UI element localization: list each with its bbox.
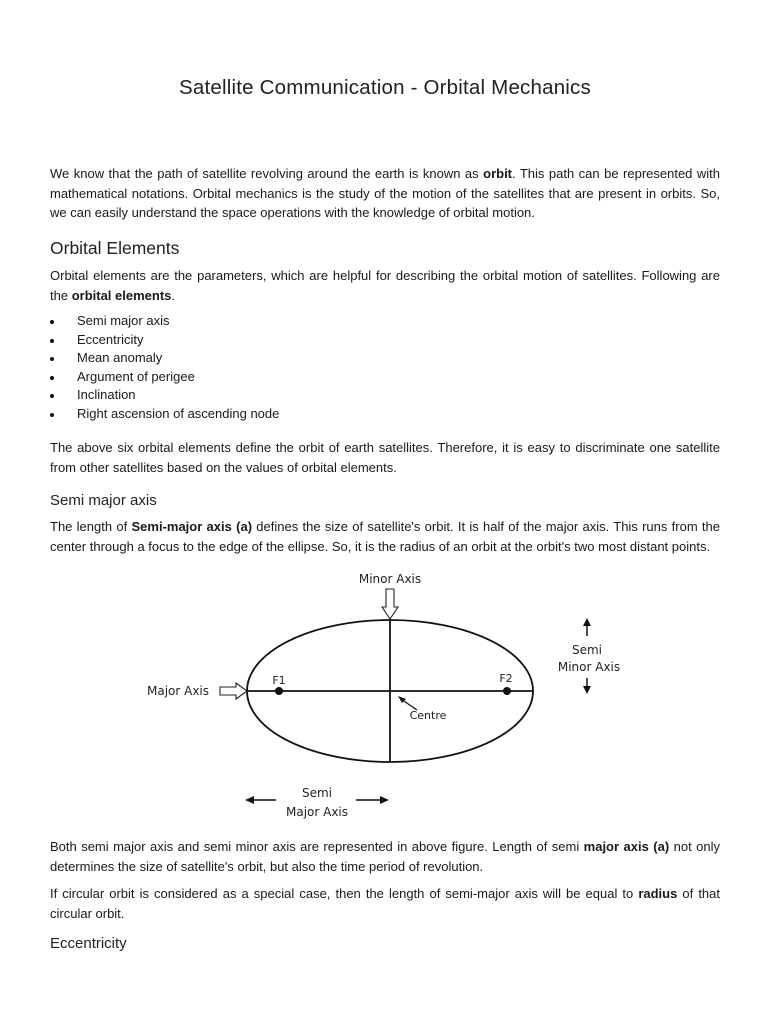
sm-p1-text-2: defines the size of satellite's orbit. It is half of the major axis. This runs from the center through a focus to the edge of the ellipse. So, it is the radius of an orbit at the orbit's two most distant points. xyxy=(50,519,720,554)
orbital-elements-list xyxy=(50,312,450,423)
major-axis-arrow-icon xyxy=(220,683,247,699)
orbital-elements-description xyxy=(50,266,720,305)
semi-major-axis-heading: Semi major axis xyxy=(50,492,157,509)
semi-major-paragraph-2 xyxy=(50,837,720,876)
list-item: Inclination xyxy=(50,386,450,405)
focus-f1-label: F1 xyxy=(272,674,286,687)
oe-desc-text-2: . xyxy=(171,287,176,303)
list-item: Semi major axis xyxy=(50,312,450,331)
list-item: Eccentricity xyxy=(50,331,450,350)
intro-text-1: We know that the path of satellite revolving around the earth is known as xyxy=(50,166,484,181)
sm-p2-bold: major axis (a) xyxy=(583,839,670,854)
semi-major-paragraph-3 xyxy=(50,884,720,923)
orbital-elements-summary: The above six orbital elements define the orbit of earth satellites. Therefore, it is easy to discriminate one satellite from other satellites based on the values of orbital elements. xyxy=(50,440,720,475)
orbital-elements-heading: Orbital Elements xyxy=(50,238,180,258)
minor-axis-label: Minor Axis xyxy=(358,572,422,586)
semi-minor-down-arrow-icon xyxy=(583,686,591,694)
intro-paragraph xyxy=(50,164,720,223)
list-item: Argument of perigee xyxy=(50,368,450,387)
sm-p3-text-2: of that circular orbit. xyxy=(50,886,720,921)
semi-minor-up-arrow-icon xyxy=(583,618,591,626)
semi-major-left-arrow-icon xyxy=(245,796,254,804)
list-item: Right ascension of ascending node xyxy=(50,405,450,424)
sm-p3-bold: radius xyxy=(638,886,678,901)
semi-major-right-arrow-icon xyxy=(380,796,389,804)
page-title: Satellite Communication - Orbital Mechanics xyxy=(179,76,591,99)
focus-f2-point xyxy=(503,687,511,695)
sm-p3-text-1: If circular orbit is considered as a special case, then the length of semi-major axis will be equal to xyxy=(50,886,639,901)
semi-minor-label-line1: Semi xyxy=(571,643,603,657)
semi-minor-label-line2: Minor Axis xyxy=(557,660,621,674)
major-axis-label: Major Axis xyxy=(146,684,210,698)
list-item: Mean anomaly xyxy=(50,349,450,368)
sm-p1-bold: Semi-major axis (a) xyxy=(131,519,253,534)
semi-major-label-line1: Semi xyxy=(301,786,333,800)
sm-p1-text-1: The length of xyxy=(50,519,132,534)
sm-p2-text-2: not only determines the size of satellite's orbit, but also the time period of revolution. xyxy=(50,839,720,874)
eccentricity-heading: Eccentricity xyxy=(50,935,127,952)
sm-p2-text-1: Both semi major axis and semi minor axis are represented in above figure. Length of semi xyxy=(50,839,584,854)
orbit-ellipse-diagram xyxy=(50,560,720,830)
semi-major-label-line2: Major Axis xyxy=(285,805,349,819)
focus-f2-label: F2 xyxy=(499,672,513,685)
minor-axis-arrow-icon xyxy=(382,589,398,619)
oe-desc-bold: orbital elements xyxy=(71,287,172,303)
intro-bold-orbit: orbit xyxy=(483,166,513,181)
oe-desc-text-1: Orbital elements are the parameters, which are helpful for describing the orbital motion of satellites. Following are the xyxy=(50,268,720,303)
semi-major-paragraph-1 xyxy=(50,517,720,556)
intro-text-2: . This path can be represented with mathematical notations. Orbital mechanics is the study of the motion of the satellites that are present in orbits. So, we can easily understand the space operations with the knowledge of orbital motion. xyxy=(50,166,721,220)
centre-label: Centre xyxy=(409,709,447,722)
focus-f1-point xyxy=(275,687,283,695)
